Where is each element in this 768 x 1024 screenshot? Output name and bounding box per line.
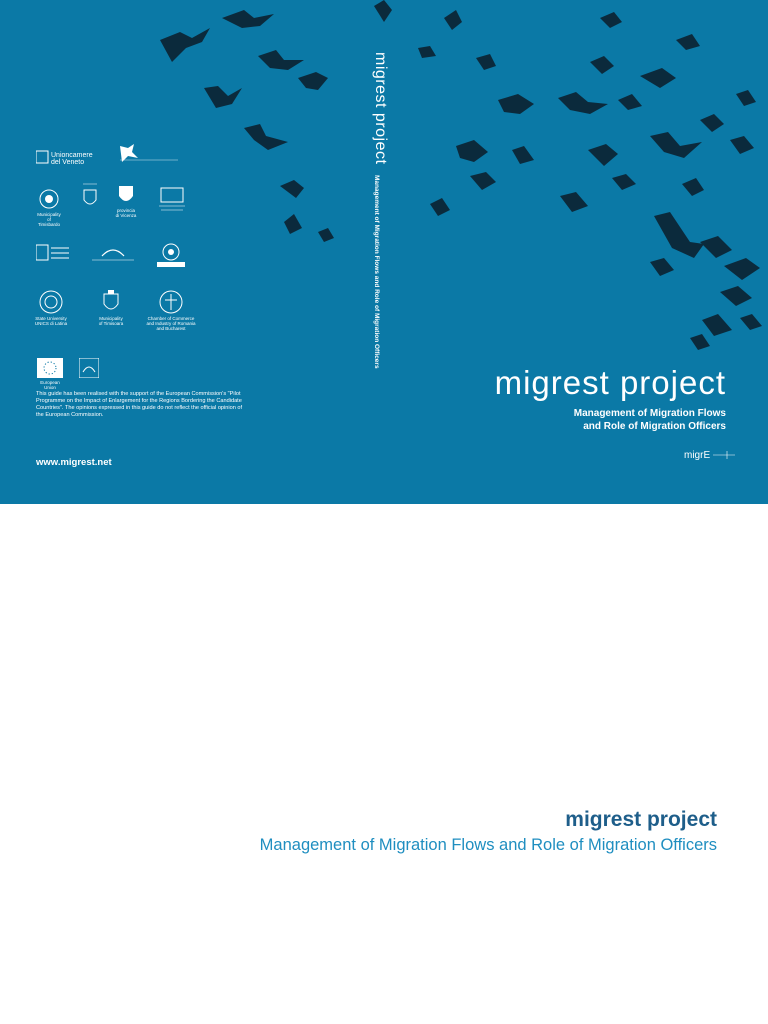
chamber-seal: Chamber of Commerce and Industry of Romania and Bucharest <box>146 290 196 331</box>
svg-text:del Veneto: del Veneto <box>51 159 85 166</box>
migrest-logo <box>684 450 737 461</box>
institute-logo <box>112 142 182 164</box>
centro-estero-logo <box>36 244 70 262</box>
migrest-logo-text: migrE <box>684 450 711 461</box>
book-cover <box>0 0 768 504</box>
cover-title: migrest project <box>494 364 726 401</box>
website-link[interactable]: www.migrest.net <box>36 457 112 468</box>
veneto-logo <box>88 246 138 264</box>
university-seal: State University UNICS di Latina <box>34 290 68 326</box>
arrow-icon <box>713 450 737 460</box>
page-subtitle: Management of Migration Flows and Role of Migration Officers <box>259 836 717 854</box>
cciaa-logo <box>152 242 190 270</box>
crest-logo <box>80 180 100 210</box>
unioncamere-logo <box>36 150 96 166</box>
svg-text:Unioncamere: Unioncamere <box>51 152 93 159</box>
province-crest: provincia di Vicenza <box>112 182 140 218</box>
chamber-logo <box>154 186 190 212</box>
spine-title: migrest project <box>372 52 389 165</box>
cover-subtitle-line1: Management of Migration Flows <box>573 408 726 419</box>
eu-flag: European Union <box>36 358 64 390</box>
cover-subtitle-line2: and Role of Migration Officers <box>583 420 726 432</box>
municipality-crest: Municipality of Timisbardo <box>36 188 62 227</box>
region-crest <box>78 358 100 378</box>
page-title: migrest project <box>565 808 717 831</box>
cover-subtitle <box>574 408 726 433</box>
spine-subtitle: Management of Migration Flows and Role of Migration Officers <box>373 175 380 369</box>
municipality-crest: Municipality of Timisoara <box>96 290 126 326</box>
disclaimer-text: This guide has been realised with the support of the European Commission's "Pilot Programme on the Impact of Enlargement for the Regions Bordering the Candidate Countries". The opinions expressed in this guide do not reflect the official opinion of the European Commission. <box>36 391 243 418</box>
